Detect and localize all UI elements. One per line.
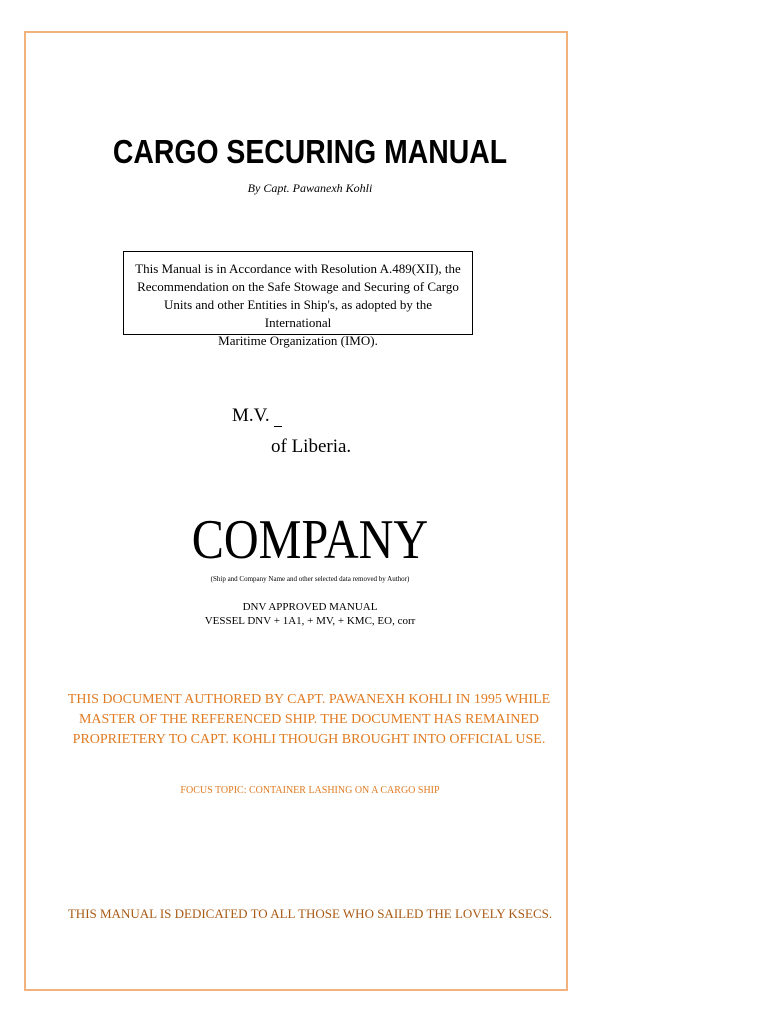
removed-data-note: (Ship and Company Name and other selected data removed by Author) [210, 575, 410, 583]
focus-topic: FOCUS TOPIC: CONTAINER LASHING ON A CARGO SHIP [180, 785, 440, 796]
authorship-note: THIS DOCUMENT AUTHORED BY CAPT. PAWANEXH KOHLI IN 1995 WHILE MASTER OF THE REFERENCED SHIP. THE DOCUMENT HAS REMAINED PROPRIETERY TO CAPT. KOHLI THOUGH BROUGHT INTO OFFICIAL USE. [67, 692, 551, 747]
vessel-prefix: M.V. [232, 405, 270, 426]
company-name: COMPANY [191, 509, 429, 571]
dnv-class-notation: VESSEL DNV + 1A1, + MV, + KMC, EO, corr [204, 615, 416, 627]
document-title: CARGO SECURING MANUAL [112, 133, 508, 170]
vessel-flag: of Liberia. [271, 436, 352, 457]
vessel-name-line [232, 405, 282, 427]
vessel-name-blank [274, 410, 282, 427]
dnv-approval-line: DNV APPROVED MANUAL [242, 601, 378, 613]
dedication: THIS MANUAL IS DEDICATED TO ALL THOSE WHO SAILED THE LOVELY KSECS. [67, 906, 553, 921]
author-byline: By Capt. Pawanexh Kohli [247, 181, 373, 195]
resolution-statement-box: This Manual is in Accordance with Resolution A.489(XII), the Recommendation on the Safe Stowage and Securing of Cargo Units and other Entities in Ship's, as adopted by the International Maritime Organization (IMO). [123, 251, 473, 335]
